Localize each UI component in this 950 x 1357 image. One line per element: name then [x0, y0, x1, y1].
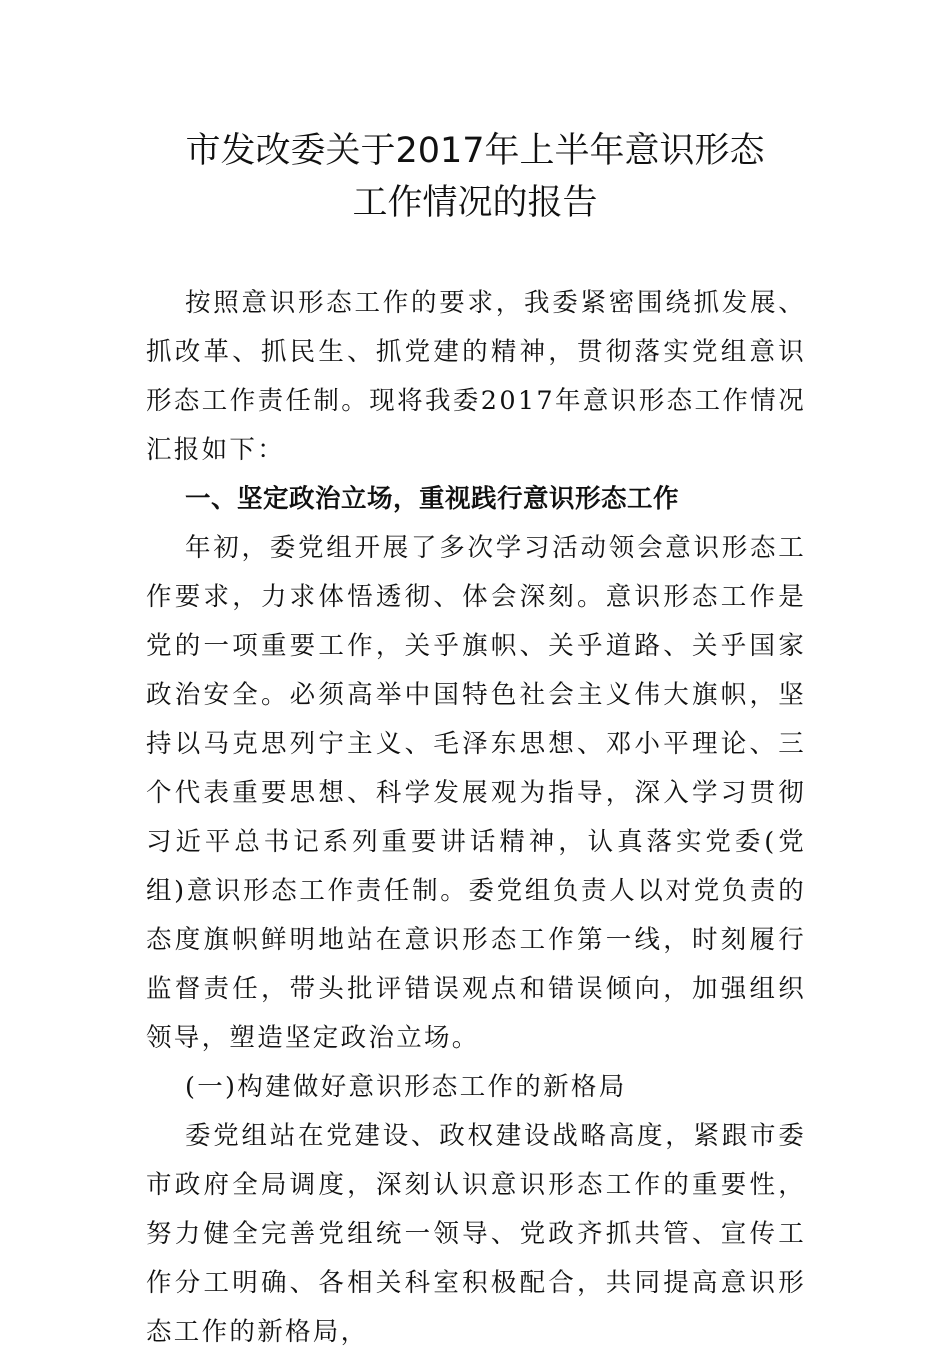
subsection-1-paragraph: 委党组站在党建设、政权建设战略高度，紧跟市委市政府全局调度，深刻认识意识形态工作的重要性，努力健全完善党组统一领导、党政齐抓共管、宣传工作分工明确、各相关科室积极配合，共同提高意识形态工作的新格局， [146, 1121, 806, 1347]
document-title-line-2: 工作情况的报告 [352, 183, 598, 223]
document-title-line-1: 市发改委关于2017年上半年意识形态 [185, 131, 765, 171]
section-1-heading: 一、坚定政治立场，重视践行意识形态工作 [185, 484, 680, 514]
intro-paragraph: 按照意识形态工作的要求，我委紧密围绕抓发展、抓改革、抓民生、抓党建的精神，贯彻落实党组意识形态工作责任制。现将我委2017年意识形态工作情况汇报如下： [146, 288, 806, 465]
document-body [146, 279, 806, 1357]
subsection-1-heading: (一)构建做好意识形态工作的新格局 [185, 1072, 627, 1102]
section-1-paragraph: 年初，委党组开展了多次学习活动领会意识形态工作要求，力求体悟透彻、体会深刻。意识形态工作是党的一项重要工作，关乎旗帜、关乎道路、关乎国家政治安全。必须高举中国特色社会主义伟大旗帜，坚持以马克思列宁主义、毛泽东思想、邓小平理论、三个代表重要思想、科学发展观为指导，深入学习贯彻习近平总书记系列重要讲话精神，认真落实党委(党组)意识形态工作责任制。委党组负责人以对党负责的态度旗帜鲜明地站在意识形态工作第一线，时刻履行监督责任，带头批评错误观点和错误倾向，加强组织领导，塑造坚定政治立场。 [146, 533, 806, 1053]
